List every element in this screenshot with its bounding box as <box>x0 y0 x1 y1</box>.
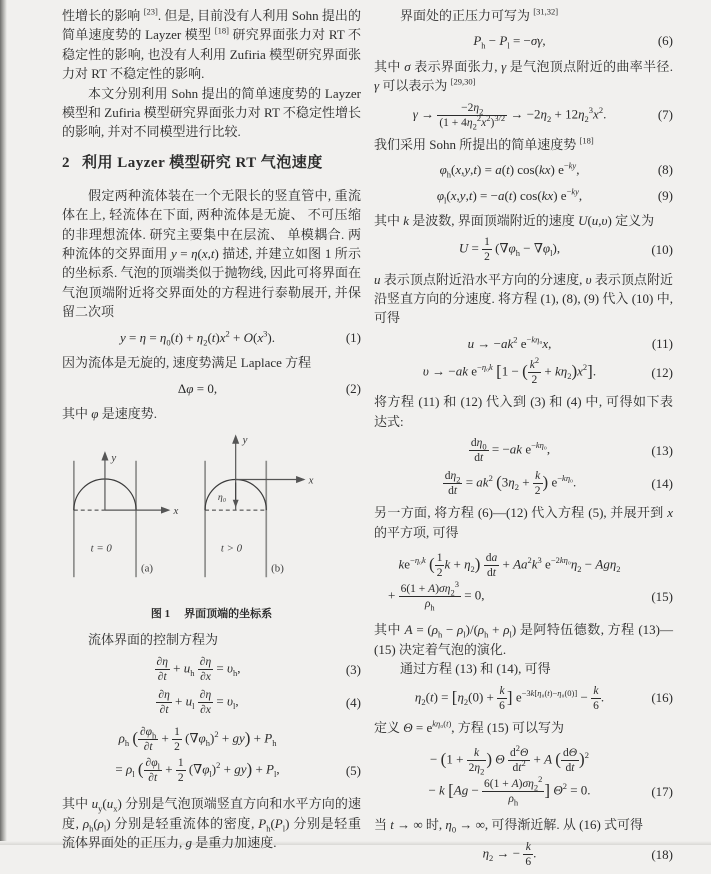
equation-13: $\frac{d\eta_0}{dt}$ = −ak $e^{-k\eta_0}$, (13) <box>470 437 673 465</box>
equation-number: (5) <box>345 762 361 778</box>
equation-number: (12) <box>651 364 673 380</box>
equation-number: (3) <box>345 661 361 677</box>
equation-15: $ke^{-\eta_0k}$ ( $\frac{1}{2}$ $k + \eta_2$) $\frac{da}{dt}$ + $Aa^2k^3$ $e^{-2k\eta_0}\eta_2 - Ag\eta_2$ + $\frac{6(1 + A)\sigma\eta_2^3}{\rho_h}$ = 0, (15) <box>388 552 673 613</box>
paragraph: 性增长的影响 [23]. 但是, 目前没有人利用 Sohn 提出的简单速度势的 Layzer 模型 [18] 研究界面张力对 RT 不稳定性的影响, 也没有人利用 Zufiria 模型研究界面张力对 RT 不稳定性的影响. <box>62 6 361 82</box>
paragraph: 定义 $\Theta = e^{k\eta_0(t)}$, 方程 (15) 可以写为 <box>374 718 564 735</box>
equation-number: (17) <box>651 783 673 799</box>
figure-caption-label: 图 1 <box>150 608 171 621</box>
equation-number: (14) <box>651 476 673 492</box>
paragraph: 其中 φ 是速度势. <box>62 405 157 421</box>
equation-4: $\frac{\partial\eta}{\partial t}$ + $u_l$ $\frac{\partial\eta}{\partial x}$ = $\upsilon_l$, (4) <box>158 688 361 716</box>
paragraph: 其中 $u_y(u_x)$ 分别是气泡顶端竖直方向和水平方向的速度, $\rho_h(\rho_l)$ 分别是轻重流体的密度, $P_h(P_l)$ 分别是轻重流体界面处的正压力, g 是重力加速度. <box>62 796 361 851</box>
equation-number: (1) <box>345 329 361 345</box>
equation-1: $y = \eta = \eta_0(t) + \eta_2(t)x^2 + O(x^3)$. (1) <box>119 328 361 348</box>
paragraph: 界面处的正压力可写为 [31,32] <box>400 6 559 23</box>
paragraph: 流体界面的控制方程为 <box>88 632 219 648</box>
paragraph: 通过方程 (13) 和 (14), 可得 <box>400 661 551 677</box>
paragraph: 另一方面, 将方程 (6)—(12) 代入方程 (5), 并展开到 x 的平方项, 可得 <box>374 505 673 540</box>
equation-number: (2) <box>345 380 361 396</box>
figure-b-time-label: t > 0 <box>220 542 242 555</box>
figure-b-y-axis-label: y <box>242 434 247 447</box>
equation-12: υ → −ak $e^{-\eta_0k}$ [1 − ( $\frac{k^2}{2}$ + $k\eta_2)x^2$]. (12) <box>422 355 673 387</box>
equation-9: $\varphi_l(x,y,t) = -a(t)$ cos(kx) $e^{-ky}$, (9) <box>436 186 673 206</box>
equation-number: (15) <box>651 588 673 604</box>
equation-7: γ → $\frac{-2\eta_2}{(1 + 4\eta_2^2x^2)^{3/2}}$ → $-2\eta_2 + 12\eta_2^3x^2$. (7) <box>412 101 673 131</box>
paragraph: 其中 σ 表示界面张力, γ 是气泡顶点附近的曲率半径. γ 可以表示为 [29,30] <box>374 58 673 94</box>
section-number: 2 <box>62 154 70 171</box>
scan-edge-shadow <box>0 0 7 845</box>
equation-number: (6) <box>657 33 673 49</box>
paragraph: 当 t → ∞ 时, $\eta_0$ → ∞, 可得渐近解. 从 (16) 式可得 <box>374 817 644 835</box>
equation-14: $\frac{d\eta_2}{dt}$ = $ak^2$ ($3\eta_2$ + $\frac{k}{2}$ ) $e^{-k\eta_0}$. (14) <box>444 470 673 498</box>
figure-a-time-label: t = 0 <box>90 542 112 555</box>
paragraph: 将方程 (11) 和 (12) 代入到 (3) 和 (4) 中, 可得如下表达式: <box>374 394 673 429</box>
figure-a-x-axis-label: x <box>173 505 178 518</box>
equation-2: Δφ = 0, (2) <box>62 379 361 398</box>
equation-6: $P_h - P_l = -\sigma\gamma$, (6) <box>473 33 673 51</box>
section-heading <box>62 153 361 174</box>
figure-caption <box>62 607 361 622</box>
figure-a-panel-label: (a) <box>140 562 153 575</box>
paragraph: 假定两种流体装在一个无限长的竖直管中, 重流体在上, 轻流体在下面, 两种流体是无旋、 不可压缩的非理想流体. 研究主要集中在层流、 单模耦合. 两种流体的交界面用 y = η(x,t) 描述, 并建立如图 1 所示的坐标系. 气泡的顶端类似于抛物线, 因此可将界面在气泡顶端附近将交界面处的方程进行泰勒展开, 并保留二次项 <box>62 187 362 320</box>
equation-number: (8) <box>657 162 673 178</box>
equation-18: $\eta_2$ → − $\frac{k}{6}$ . (18) <box>482 840 673 868</box>
paragraph: 我们采用 Sohn 所提出的简单速度势 [18] <box>374 135 594 152</box>
equation-5: $\rho_h$ ( $\frac{\partial\varphi_h}{\partial t}$ + $\frac{1}{2}$ $(\nabla\varphi_h)^2 + gy) + P_h$ = $\rho_l$ ( $\frac{\partial\varphi_l}{\partial t}$ + $\frac{1}{2}$ $(\nabla\varphi_l)^2 + gy) + P_l$, (5) <box>62 722 361 788</box>
paragraph: 其中 k 是波数, 界面顶端附近的速度 U(u,υ) 定义为 <box>374 212 655 228</box>
equation-number: (18) <box>651 846 673 862</box>
figure-caption-text: 界面顶端的坐标系 <box>184 608 273 621</box>
figure-a-y-axis-label: y <box>110 452 116 465</box>
equation-3: $\frac{\partial\eta}{\partial t}$ + $u_h$ $\frac{\partial\eta}{\partial x}$ = $\upsilon_h$, (3) <box>156 655 361 683</box>
left-column <box>62 6 361 852</box>
equation-number: (10) <box>651 242 673 258</box>
figure-1-drawing <box>64 431 360 605</box>
paragraph: 本文分别利用 Sohn 提出的简单速度势的 Layzer 模型和 Zufiria 模型研究界面张力对 RT 不稳定性增长的影响, 并对不同模型进行比较. <box>62 85 361 140</box>
equation-10: U = $\frac{1}{2}$ $(\nabla\varphi_h - \nabla\varphi_l)$, (10) <box>458 236 673 264</box>
right-column <box>374 6 673 874</box>
equation-17: − (1 + $\frac{k}{2\eta_2}$ ) Θ $\frac{d^2\Theta}{dt^2}$ + A ( $\frac{d\Theta}{dt}$ )$^2$ − k [Ag − $\frac{6(1 + A)\sigma\eta_2^2}{\rho_h}$ ] $\Theta^2 = 0$. (17) <box>428 743 673 808</box>
figure-b-panel-label: (b) <box>270 562 284 575</box>
equation-number: (7) <box>657 107 673 123</box>
figure-b-eta0-label: η₀ <box>217 492 226 504</box>
paragraph: u 表示顶点附近沿水平方向的分速度, υ 表示顶点附近沿竖直方向的分速度. 将方程 (1), (8), (9) 代入 (10) 中, 可得 <box>374 271 673 326</box>
equation-number: (4) <box>345 694 361 710</box>
equation-number: (13) <box>651 442 673 458</box>
section-title: 利用 Layzer 模型研究 RT 气泡速度 <box>82 154 323 171</box>
figure-1 <box>62 431 361 605</box>
equation-number: (9) <box>657 187 673 203</box>
equation-number: (16) <box>651 690 673 706</box>
equation-11: $u \to -ak^2$ $e^{-k\eta_0}x$, (11) <box>374 334 673 353</box>
equation-8: $\varphi_h(x,y,t) = a(t)$ cos(kx) $e^{-ky}$, (8) <box>439 160 673 180</box>
paragraph: 因为流体是无旋的, 速度势满足 Laplace 方程 <box>62 355 312 371</box>
equation-16: $\eta_2(t) = [\eta_2(0)$ + $\frac{k}{6}$ ] $e^{-3k[\eta_0(t)-\eta_0(0)]}$ − $\frac{k}{6}$ . (16) <box>414 684 673 712</box>
paragraph: 其中 $A = (\rho_h - \rho_l)/(\rho_h + \rho_l)$ 是阿特伍德数, 方程 (13)—(15) 决定着气泡的演化. <box>374 622 673 657</box>
equation-number: (11) <box>651 335 673 351</box>
figure-b-x-axis-label: x <box>308 474 314 487</box>
